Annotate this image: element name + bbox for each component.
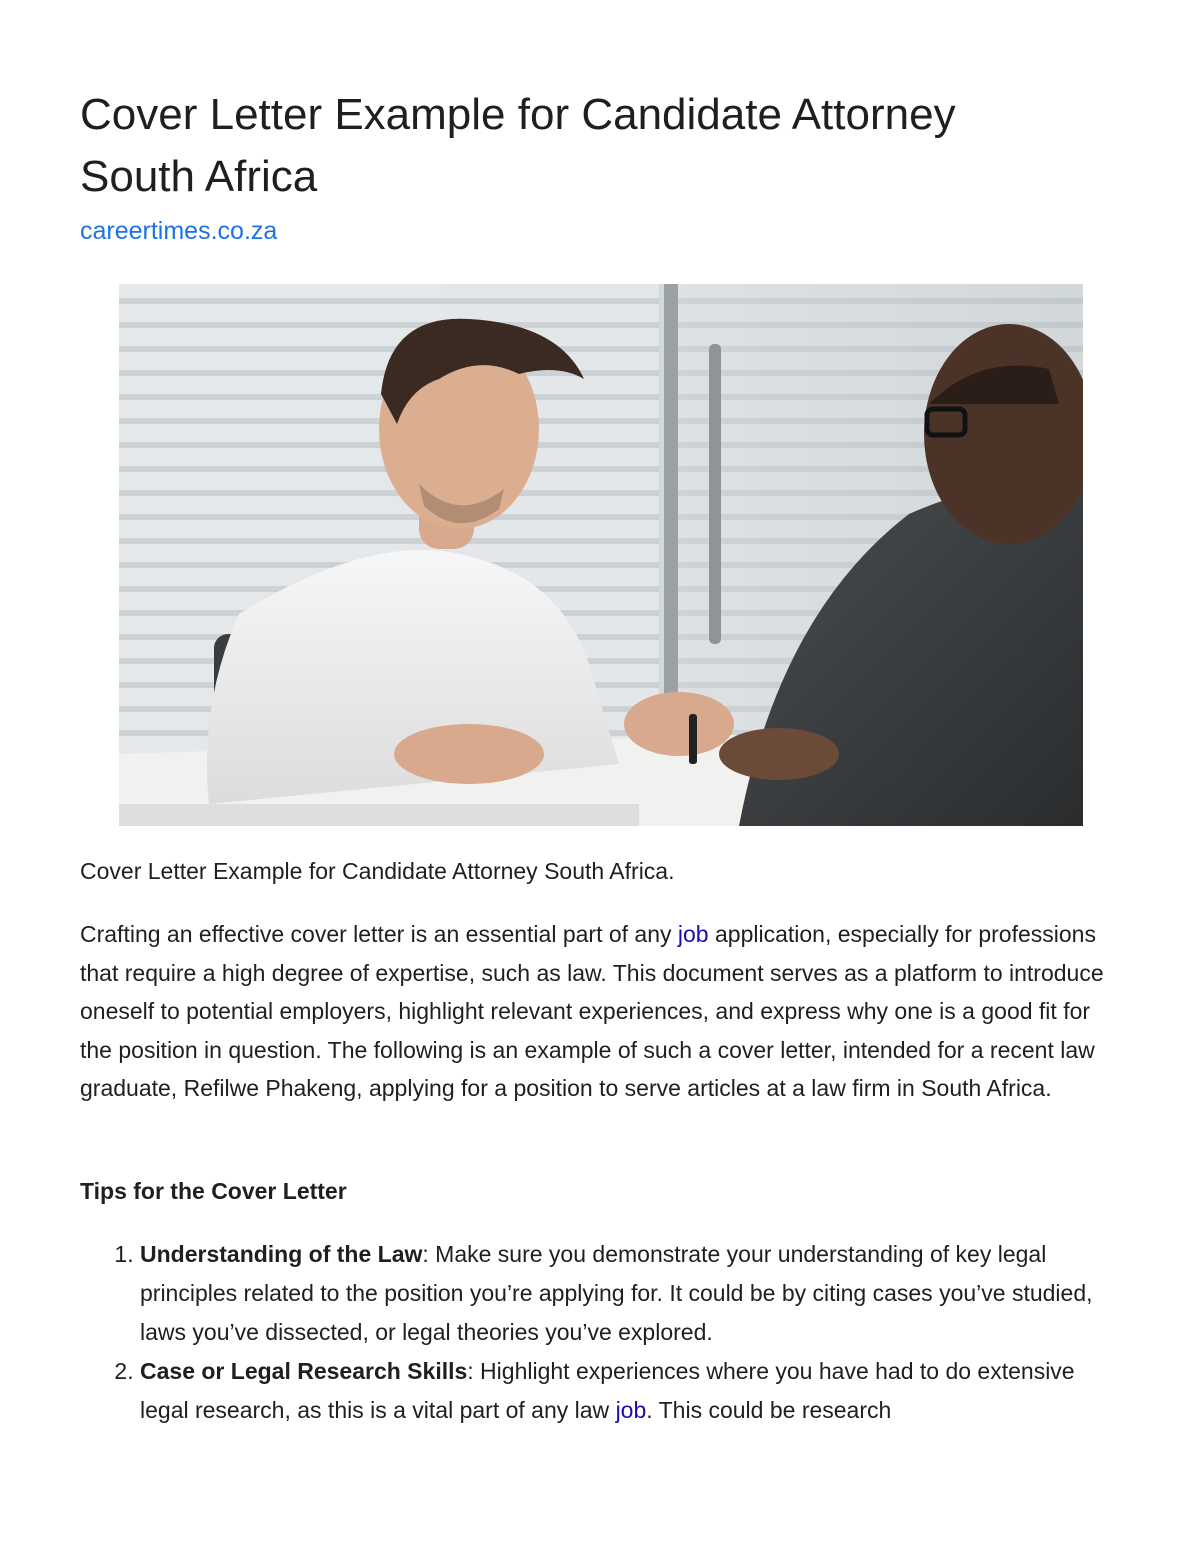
source-link[interactable]: careertimes.co.za: [80, 217, 278, 245]
intro-paragraph: [80, 915, 1120, 1108]
image-caption: Cover Letter Example for Candidate Attorney South Africa.: [80, 858, 675, 884]
intro-text-2: application, especially for professions that require a high degree of expertise, such as law. This document serves as a platform to introduce oneself to potential employers, highlight relevant experiences, and express why one is a good fit for the position in question. The following is an example of such a cover letter, intended for a recent law graduate, Refilwe Phakeng, applying for a position to serve articles at a law firm in South Africa.: [80, 921, 1104, 1102]
tip-text: : Make sure you demonstrate your understanding of key legal principles related to the position you’re applying for. It could be by citing cases you’ve studied, laws you’ve dissected, or legal theories you’ve explored.: [140, 1241, 1093, 1345]
tip-term: Understanding of the Law: [140, 1241, 423, 1267]
tip-text-continued: . This could be research: [646, 1397, 892, 1423]
intro-text-1: Crafting an effective cover letter is an essential part of any: [80, 921, 678, 947]
list-item: [140, 1235, 1120, 1352]
hero-image: [119, 284, 1083, 826]
tips-heading: Tips for the Cover Letter: [80, 1178, 347, 1204]
tip-term: Case or Legal Research Skills: [140, 1358, 468, 1384]
tips-list: [80, 1235, 1120, 1430]
tip-text: : Highlight experiences where you have had to do extensive legal research, as this is a vital part of any law: [140, 1358, 1075, 1423]
article-title: Cover Letter Example for Candidate Attorney South Africa: [80, 90, 956, 201]
job-link[interactable]: job: [677, 921, 709, 947]
interview-photo: [119, 284, 1083, 826]
job-link[interactable]: job: [615, 1397, 647, 1423]
list-item: [140, 1352, 1120, 1430]
